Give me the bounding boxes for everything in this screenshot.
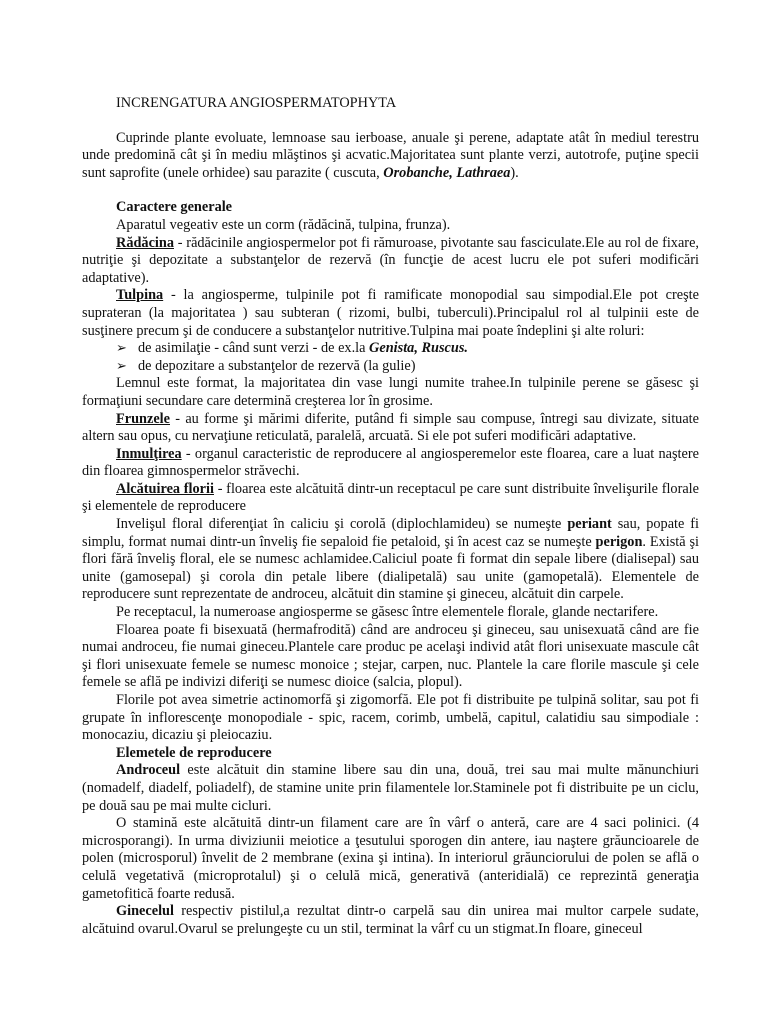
term-tulpina: Tulpina [116,287,164,304]
term-androceul: Androceul [116,762,181,779]
parasite-species: Orobanche, Lathraea [383,164,511,181]
simetrie-paragraph: Florile pot avea simetrie actinomorfă şi zigomorfă. Ele pot fi distribuite pe tulpină solitar, sau pot fi grupate în inflorescenţe monopodiale - spic, racem, corimb, umbelă, capitul, calatidiu sau simpodiale : monocaziu, dicaziu şi pleiocaziu. [82,692,699,744]
list-item: ➢ de depozitare a substanţelor de rezervă (la gulie) [116,358,699,376]
tulpina-paragraph: Tulpina - la angiosperme, tulpinile pot fi ramificate monopodial sau simpodial.Ele pot creşte suprateran (la majoritatea ) sau subteran ( rizomi, bulbi, tuberculi).Principalul rol al tulpinii este de susţinere precum şi de conducere a substanţelor nutritive.Tulpina mai poate îndeplini şi alte roluri: [82,287,699,339]
lemnul-paragraph: Lemnul este format, la majoritatea din vase lungi numite trahee.In tulpinile perene se găsesc şi formaţiuni secundare care determină creşterea lor în grosime. [82,375,699,409]
radacina-paragraph: Rădăcina - rădăcinile angiospermelor pot fi rămuroase, pivotante sau fasciculate.Ele au rol de fixare, nutriţie şi depozitate a substanţelor de rezervă (în funcţie de acest lucru ele pot suferi modificări adaptative). [82,234,699,286]
section-heading-elemente: Elemetele de reproducere [116,744,272,761]
intro-paragraph: Cuprinde plante evoluate, lemnoase sau ierboase, anuale şi perene, adaptate atât în mediul terestru unde predomină cât şi în mediu mlăştinos şi acvatic.Majoritatea sunt plante verzi, autotrofe, puţine specii sunt saprofite (unele orhidee) sau parazite ( cuscuta, Orobanche, Lathraea). [82,129,699,181]
receptacul-paragraph: Pe receptacul, la numeroase angiosperme se găsesc între elementele florale, glande nectarifere. [116,604,659,621]
androceul-paragraph: Androceul este alcătuit din stamine libere sau din una, două, trei sau mai multe mănunchiuri (nomadelf, diadelf, poliadelf), de stamine unite prin filamentele lor.Staminele pot fi distribuite pe un ciclu, pe două sau pe mai multe cicluri. [82,762,699,814]
inmultirea-paragraph: Inmulţirea - organul caracteristic de reproducere al angiosperemelor este floarea, care a luat naştere din floarea gimnospermelor străvechi. [82,445,699,480]
bisexuata-paragraph: Floarea poate fi bisexuată (hermafrodită) când are androceu şi gineceu, sau unisexuată când are fie numai androceu, fie numai gineceu.Plantele care produc pe acelaşi individ atât flori unisexuate mascule cât şi flori unisexuate femele se numesc monoice ; stejar, carpen, nuc. Plantele la care florile mascule şi cele femele se află pe indivizi diferiţi se numesc dioice (salcia, plopul). [82,621,699,691]
term-perigon: perigon [595,533,643,550]
term-inmultirea: Inmulţirea [116,445,182,462]
term-gineceul: Ginecelul [116,903,174,920]
invelis-paragraph: Invelişul floral diferenţiat în caliciu şi corolă (diplochlamideu) se numeşte periant sau, popate fi simplu, format numai dintr-un înveliş fie sepaloid fie petaloid, şi în acest caz se numeşte perigon. Există şi flori fără înveliş floral, ele se numesc achlamidee.Caliciul poate fi format din sepale libere (dialisepal) sau unite (gamosepal) şi corola din petale libere (dialipetală) sau unite (gamopetală). Elementele de reproducere sunt reprezentate de androceu, alcătuit din stamine şi gineceu, alcătuit din carpele. [82,516,699,603]
stamina-paragraph: O stamină este alcătuită dintr-un filament care are în vârf o anteră, care are 4 saci polinici. (4 microsporangi). In urma diviziunii meiotice a ţesutului sporogen din antere, iau naştere grăuncioarele de polen (microsporul) învelit de 2 membrane (exina şi intina). In interiorul grăunciorului de polen se află o celulă vegetativă (microprotalul) şi o celulă mică, generativă (anteridială) ce reprezintă generaţia gametofitică foarte redusă. [82,815,699,902]
term-periant: periant [567,516,612,533]
caractere-line: Aparatul vegeativ este un corm (rădăcină, tulpina, frunza). [116,216,451,233]
term-radacina: Rădăcina [116,234,174,251]
tulpina-roles-list [82,340,699,375]
document-title: INCRENGATURA ANGIOSPERMATOPHYTA [116,95,397,111]
term-frunzele: Frunzele [116,410,170,427]
frunzele-paragraph: Frunzele - au forme şi mărimi diferite, putând fi simple sau compuse, întregi sau divizate, situate altern sau opus, cu nervaţiune reticulată, paralelă, arcuată. Si ele pot suferi modificări adaptative. [82,410,699,445]
alcatuirea-paragraph: Alcătuirea florii - floarea este alcătuită dintr-un receptacul pe care sunt distribuite învelişurile florale şi elementele de reproducere [82,480,699,515]
document-body [82,95,699,938]
gineceul-paragraph: Ginecelul respectiv pistilul,a rezultat dintr-o carpelă sau din unirea mai multor carpele sudate, alcătuind ovarul.Ovarul se prelungeşte cu un stil, terminat la vârf cu un stigmat.In floare, gineceul [82,903,699,937]
list-item: ➢ de asimilaţie - când sunt verzi - de ex.la Genista, Ruscus. [116,340,699,358]
section-heading-caractere: Caractere generale [116,199,233,216]
term-alcatuirea: Alcătuirea florii [116,480,214,497]
